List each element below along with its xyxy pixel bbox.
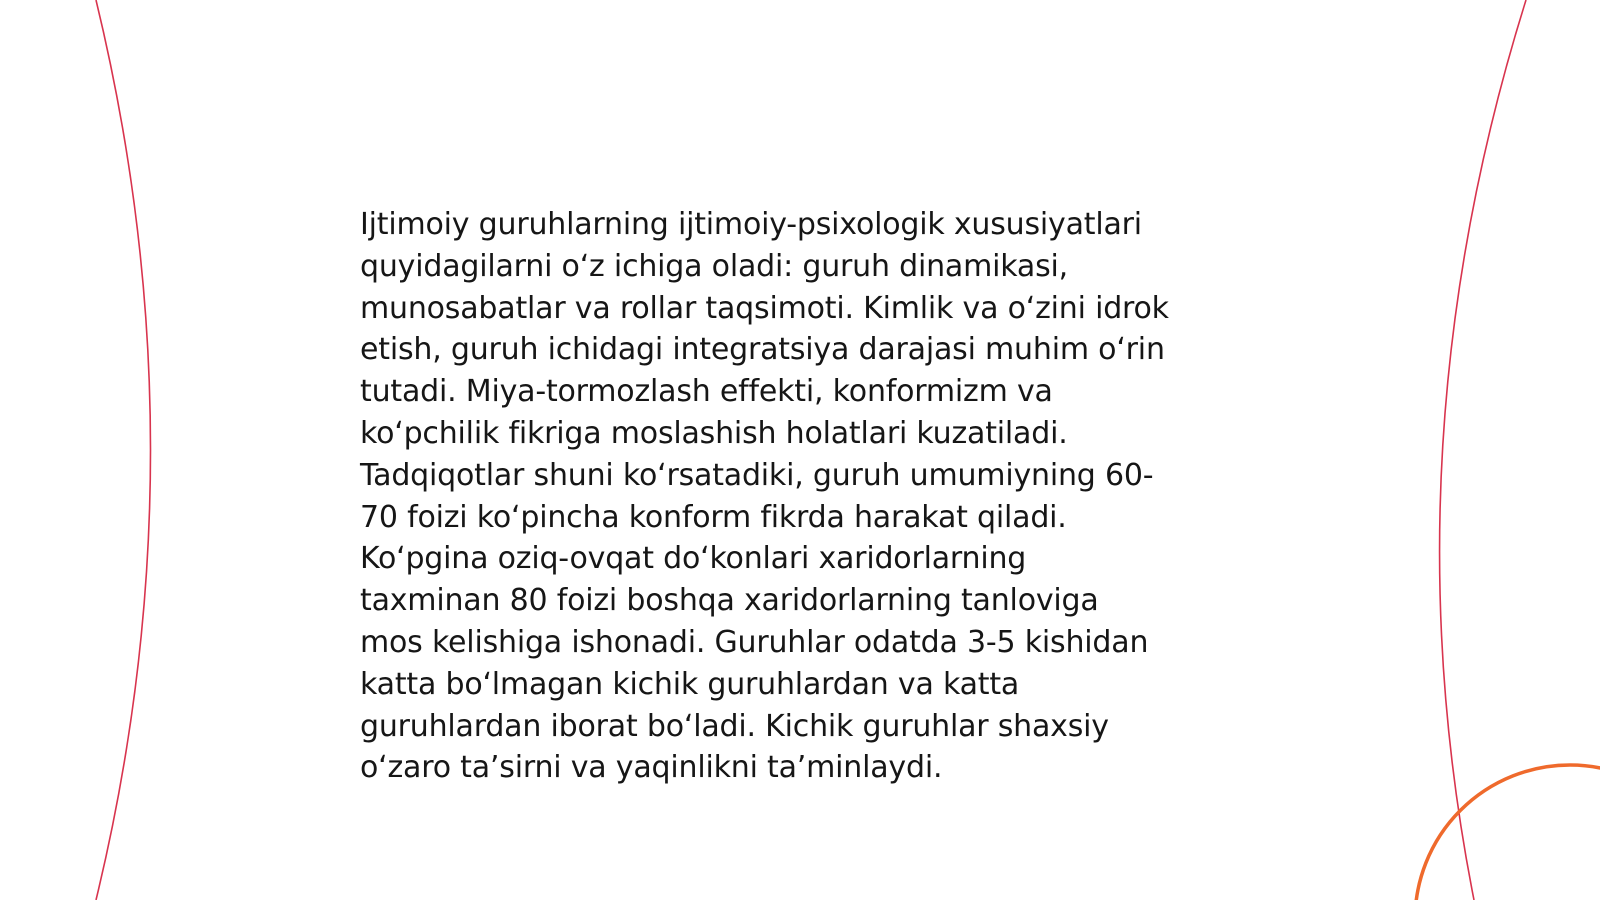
body-line: katta boʻlmagan kichik guruhlardan va katta [360, 666, 1020, 702]
right-arc [1440, 0, 1526, 900]
body-line: etish, guruh ichidagi integratsiya darajasi muhim oʻrin [360, 332, 1165, 368]
body-line: taxminan 80 foizi boshqa xaridorlarning tanloviga [360, 583, 1099, 619]
body-paragraph [360, 204, 1260, 789]
body-line: 70 foizi koʻpincha konform fikrda harakat qiladi. [360, 499, 1067, 535]
body-line: munosabatlar va rollar taqsimoti. Kimlik va oʻzini idrok [360, 290, 1169, 326]
body-line: Tadqiqotlar shuni koʻrsatadiki, guruh umumiyning 60- [360, 457, 1154, 493]
body-line: Koʻpgina oziq-ovqat doʻkonlari xaridorlarning [360, 541, 1027, 577]
body-line: mos kelishiga ishonadi. Guruhlar odatda 3-5 kishidan [360, 624, 1149, 660]
body-line: Ijtimoiy guruhlarning ijtimoiy-psixologik xususiyatlari [360, 207, 1142, 242]
body-line: tutadi. Miya-tormozlash effekti, konformizm va [360, 374, 1053, 410]
left-arc [96, 0, 151, 900]
body-line: quyidagilarni oʻz ichiga oladi: guruh dinamikasi, [360, 248, 1068, 284]
corner-circle-arc [1415, 765, 1600, 900]
body-line: guruhlardan iborat boʻladi. Kichik guruhlar shaxsiy [360, 708, 1109, 744]
body-line: oʻzaro taʼsirni va yaqinlikni taʼminlaydi. [360, 750, 943, 786]
body-line: koʻpchilik fikriga moslashish holatlari kuzatiladi. [360, 415, 1068, 451]
